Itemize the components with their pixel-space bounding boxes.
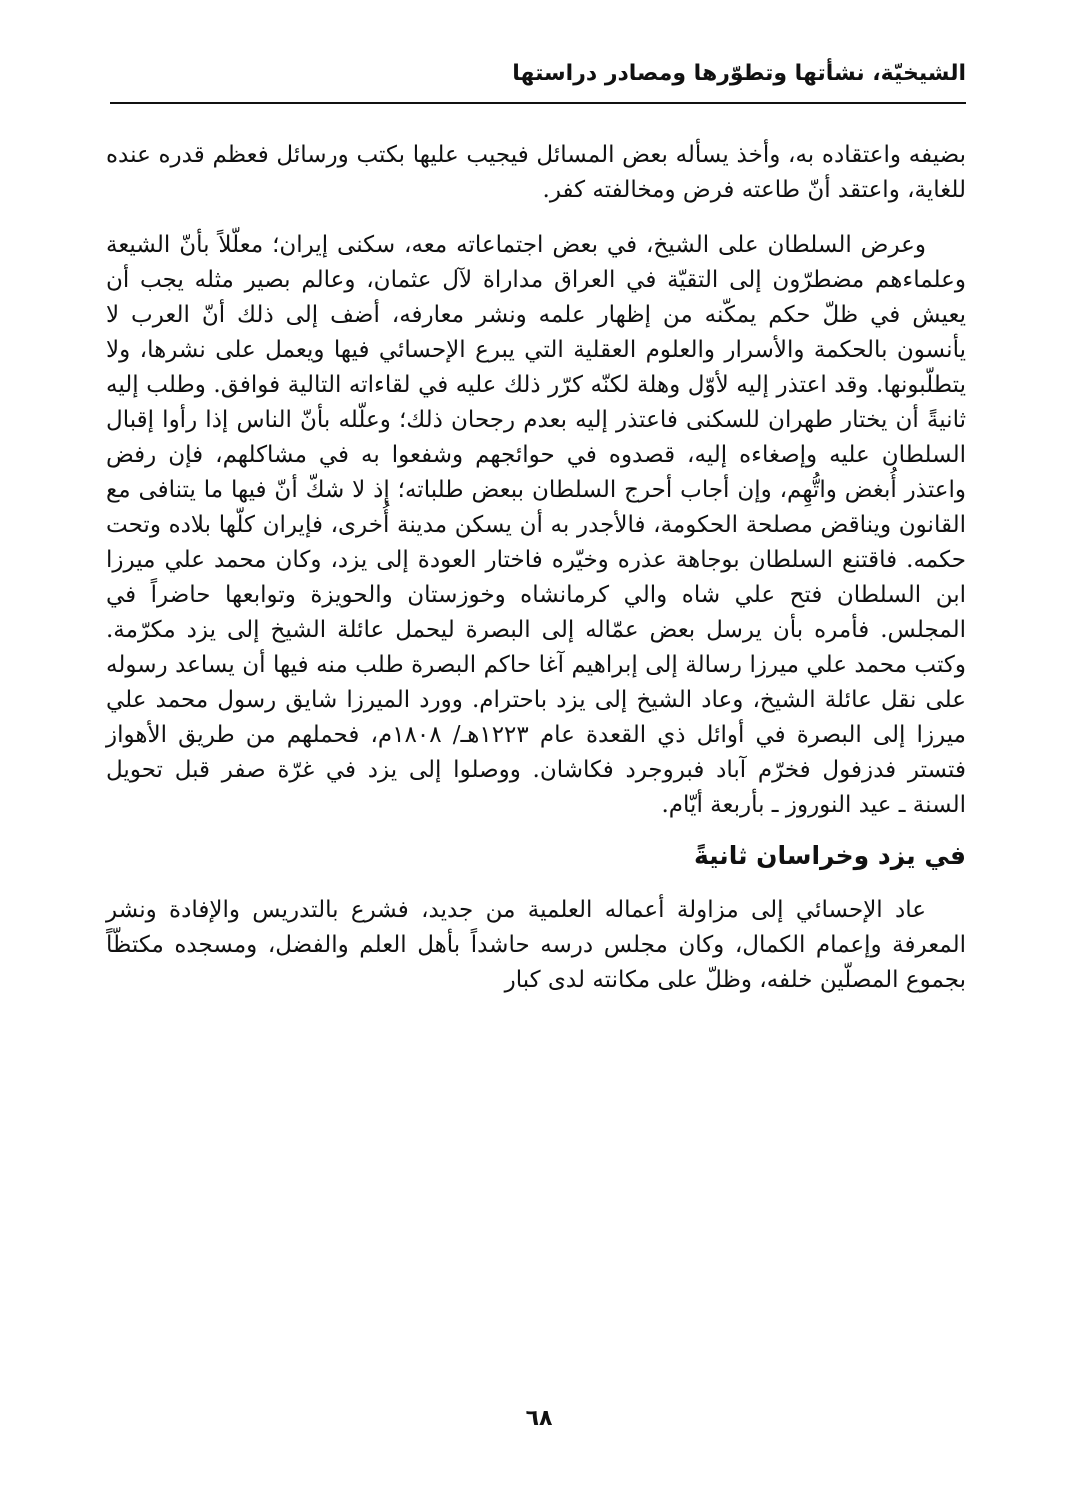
body-text xyxy=(106,138,966,998)
paragraph-continuation: بضيفه واعتقاده به، وأخذ يسأله بعض المسائل فيجيب عليها بكتب ورسائل فعظم قدره عنده للغاية، واعتقد أنّ طاعته فرض ومخالفته كفر. xyxy=(106,142,966,203)
running-header-title: الشيخيّة، نشأتها وتطوّرها ومصادر دراستها xyxy=(512,61,966,86)
paragraph-yazd-return: عاد الإحسائي إلى مزاولة أعماله العلمية من جديد، فشرع بالتدريس والإفادة ونشر المعرفة وإعمام الكمال، وكان مجلس درسه حاشداً بأهل العلم والفضل، ومسجده مكتظّاً بجموع المصلّين خلفه، وظلّ على مكانته لدى كبار xyxy=(106,897,966,993)
page-number: ٦٨ xyxy=(525,1406,553,1431)
section-heading: في يزد وخراسان ثانيةً xyxy=(693,841,966,870)
paragraph-sultan-offer: وعرض السلطان على الشيخ، في بعض اجتماعاته معه، سكنى إيران؛ معلّلاً بأنّ الشيعة وعلماءهم مضطرّون إلى التقيّة في العراق مداراة لآل عثمان، وعالم بصير مثله يجب أن يعيش في ظلّ حكم يمكّنه من إظهار علمه ونشر معارفه، أضف إلى ذلك أنّ العرب لا يأنسون بالحكمة والأسرار والعلوم العقلية التي يبرع الإحسائي فيها ويعمل على نشرها، ولا يتطلّبونها. وقد اعتذر إليه لأوّل وهلة لكنّه كرّر ذلك عليه في لقاءاته التالية فوافق. وطلب إليه ثانيةً أن يختار طهران للسكنى فاعتذر إليه بعدم رجحان ذلك؛ وعلّله بأنّ الناس إذا رأوا إقبال السلطان عليه وإصغاءه إليه، قصدوه في حوائجهم وشفعوا به في مشاكلهم، فإن رفض واعتذر أُبغض واتُّهِم، وإن أجاب أحرج السلطان ببعض طلباته؛ إذ لا شكّ أنّ فيها ما يتنافى مع القانون ويناقض مصلحة الحكومة، فالأجدر به أن يسكن مدينة أُخرى، فإيران كلّها بلاده وتحت حكمه. فاقتنع السلطان بوجاهة عذره وخيّره فاختار العودة إلى يزد، وكان محمد علي ميرزا ابن السلطان فتح علي شاه والي كرمانشاه وخوزستان والحويزة وتوابعها حاضراً في المجلس. فأمره بأن يرسل بعض عمّاله إلى البصرة ليحمل عائلة الشيخ إلى يزد مكرّمة. وكتب محمد علي ميرزا رسالة إلى إبراهيم آغا حاكم البصرة طلب منه فيها أن يساعد رسوله على نقل عائلة الشيخ، وعاد الشيخ إلى يزد باحترام. وورد الميرزا شايق رسول محمد علي ميرزا إلى البصرة في أوائل ذي القعدة عام ١٢٢٣هـ/ ١٨٠٨م، فحملهم من طريق الأهواز فتستر فدزفول فخرّم آباد فبروجرد فكاشان. ووصلوا إلى يزد في غرّة صفر قبل تحويل السنة ـ عيد النوروز ـ بأربعة أيّام. xyxy=(106,232,966,818)
header-rule xyxy=(110,102,966,104)
